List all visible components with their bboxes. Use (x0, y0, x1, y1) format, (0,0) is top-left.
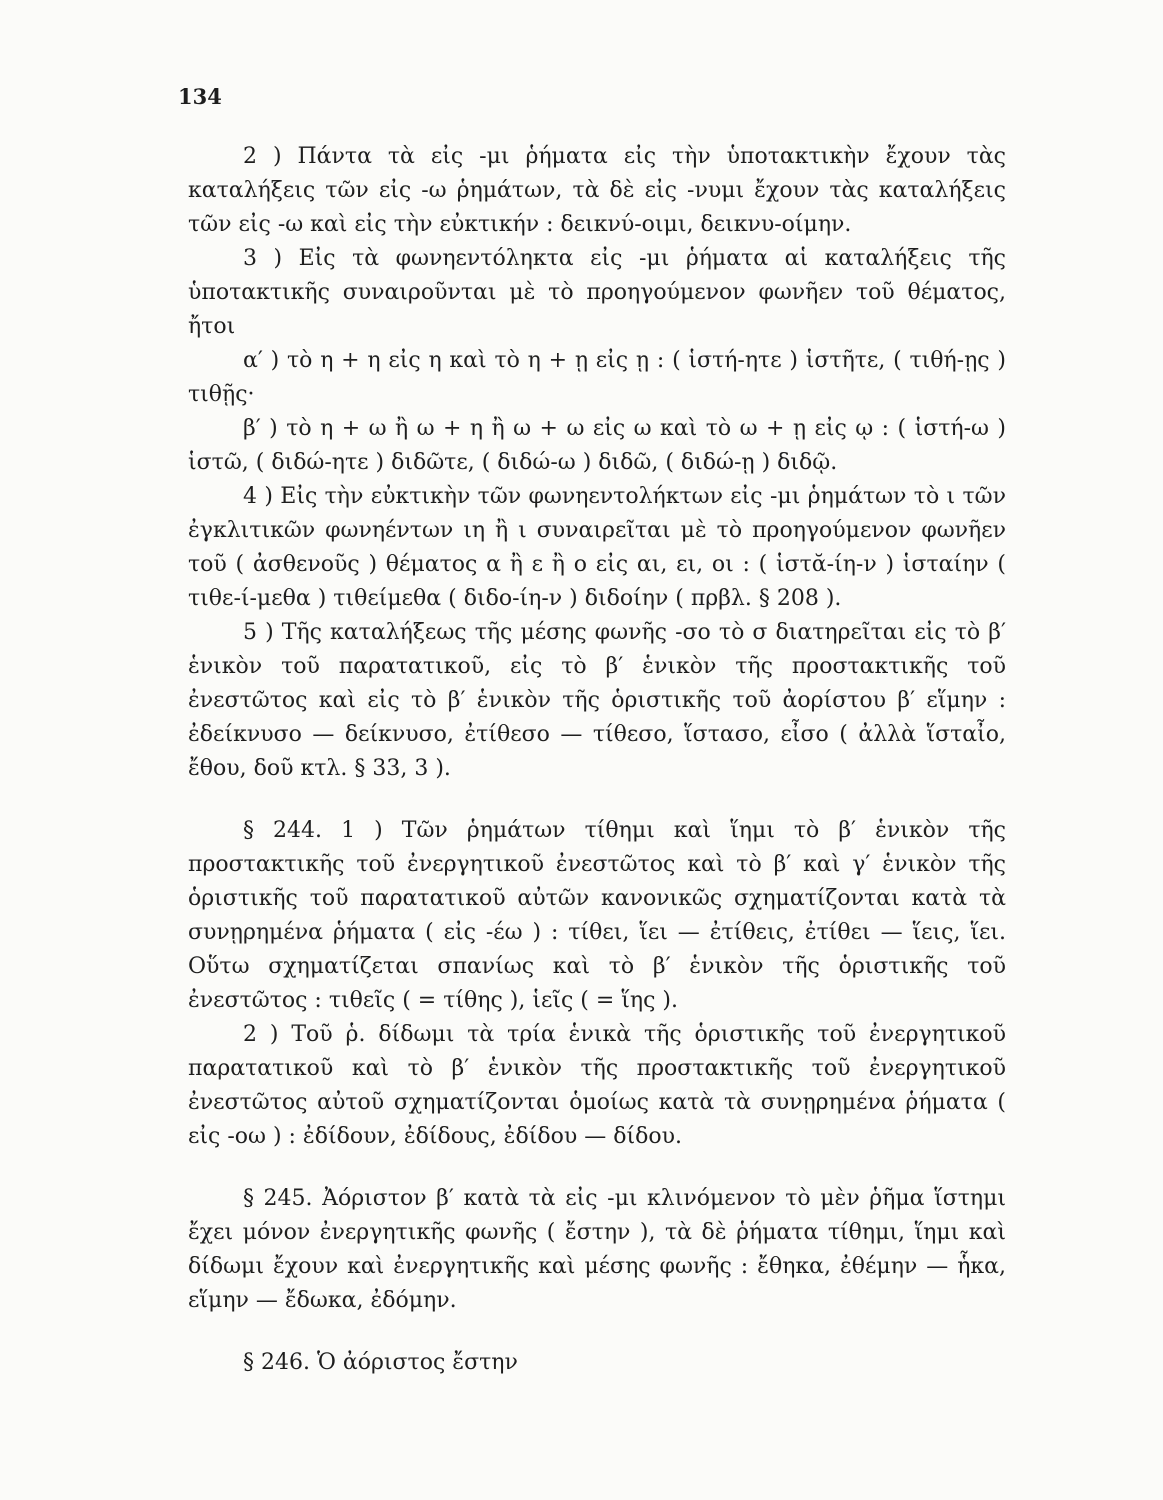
paragraph-2: 2 ) Πάντα τὰ εἰς -μι ῥήματα εἰς τὴν ὑποτακτικὴν ἔχουν τὰς καταλήξεις τῶν εἰς -ω ῥημάτων, τὰ δὲ εἰς -νυμι ἔχουν τὰς καταλήξεις τῶν εἰς -ω καὶ εἰς τὴν εὐκτικήν : δεικνύ-οιμι, δεικνυ-οίμην. (188, 144, 1006, 237)
section-245: § 245. Ἀόριστον β′ κατὰ τὰ εἰς -μι κλινόμενον τὸ μὲν ῥῆμα ἵστημι ἔχει μόνον ἐνεργητικῆς φωνῆς ( ἔστην ), τὰ δὲ ῥήματα τίθημι, ἵημι καὶ δίδωμι ἔχουν καὶ ἐνεργητικῆς καὶ μέσης φωνῆς : ἔθηκα, ἐθέμην — ἧκα, εἵμην — ἔδωκα, ἐδόμην. (188, 1186, 1006, 1313)
section-244-part-1: § 244. 1 ) Τῶν ῥημάτων τίθημι καὶ ἵημι τὸ β′ ἑνικὸν τῆς προστακτικῆς τοῦ ἐνεργητικοῦ ἐνεστῶτος καὶ τὸ β′ καὶ γ′ ἑνικὸν τῆς ὁριστικῆς τοῦ παρατατικοῦ αὐτῶν κανονικῶς σχηματίζονται κατὰ τὰ συνῃρημένα ῥήματα ( εἰς -έω ) : τίθει, ἵει — ἐτίθεις, ἐτίθει — ἵεις, ἵει. Οὕτω σχηματίζεται σπανίως καὶ τὸ β′ ἑνικὸν τῆς ὁριστικῆς τοῦ ἐνεστῶτος : τιθεῖς ( = τίθης ), ἱεῖς ( = ἵης ). (188, 818, 1006, 1013)
paragraph-3b: β′ ) τὸ η + ω ἢ ω + η ἢ ω + ω εἰς ω καὶ τὸ ω + ῃ εἰς ῳ : ( ἱστή-ω ) ἱστῶ, ( διδώ-ητε ) διδῶτε, ( διδώ-ω ) διδῶ, ( διδώ-ῃ ) διδῷ. (188, 416, 1006, 475)
page-body (188, 140, 1006, 1380)
section-244-part-2: 2 ) Τοῦ ῥ. δίδωμι τὰ τρία ἑνικὰ τῆς ὁριστικῆς τοῦ ἐνεργητικοῦ παρατατικοῦ καὶ τὸ β′ ἑνικὸν τῆς προστακτικῆς τοῦ ἐνεργητικοῦ ἐνεστῶτος αὐτοῦ σχηματίζονται ὁμοίως κατὰ τὰ συνῃρημένα ῥήματα ( εἰς -οω ) : ἐδίδουν, ἐδίδους, ἐδίδου — δίδου. (188, 1022, 1006, 1149)
paragraph-4: 4 ) Εἰς τὴν εὐκτικὴν τῶν φωνηεντολήκτων εἰς -μι ῥημάτων τὸ ι τῶν ἐγκλιτικῶν φωνηέντων ιη ἢ ι συναιρεῖται μὲ τὸ προηγούμενον φωνῆεν τοῦ ( ἀσθενοῦς ) θέματος α ἢ ε ἢ ο εἰς αι, ει, οι : ( ἱστᾰ-ίη-ν ) ἱσταίην ( τιθε-ί-μεθα ) τιθείμεθα ( διδο-ίη-ν ) διδοίην ( πρβλ. § 208 ). (188, 484, 1006, 611)
paragraph-3: 3 ) Εἰς τὰ φωνηεντόληκτα εἰς -μι ῥήματα αἱ καταλήξεις τῆς ὑποτακτικῆς συναιροῦνται μὲ τὸ προηγούμενον φωνῆεν τοῦ θέματος, ἤτοι (188, 246, 1006, 339)
paragraph-3a: α′ ) τὸ η + η εἰς η καὶ τὸ η + ῃ εἰς ῃ : ( ἱστή-ητε ) ἱστῆτε, ( τιθή-ῃς ) τιθῇς· (188, 348, 1006, 407)
section-246: § 246. Ὁ ἀόριστος ἔστην (243, 1350, 518, 1375)
paragraph-5: 5 ) Τῆς καταλήξεως τῆς μέσης φωνῆς -σο τὸ σ διατηρεῖται εἰς τὸ β′ ἑνικὸν τοῦ παρατατικοῦ, εἰς τὸ β′ ἑνικὸν τῆς προστακτικῆς τοῦ ἐνεστῶτος καὶ εἰς τὸ β′ ἑνικὸν τῆς ὁριστικῆς τοῦ ἀορίστου β′ εἵμην : ἐδείκνυσο — δείκνυσο, ἐτίθεσο — τίθεσο, ἵστασο, εἶσο ( ἀλλὰ ἵσταἶο, ἔθου, δοῦ κτλ. § 33, 3 ). (188, 620, 1006, 781)
page-number: 134 (178, 84, 222, 109)
